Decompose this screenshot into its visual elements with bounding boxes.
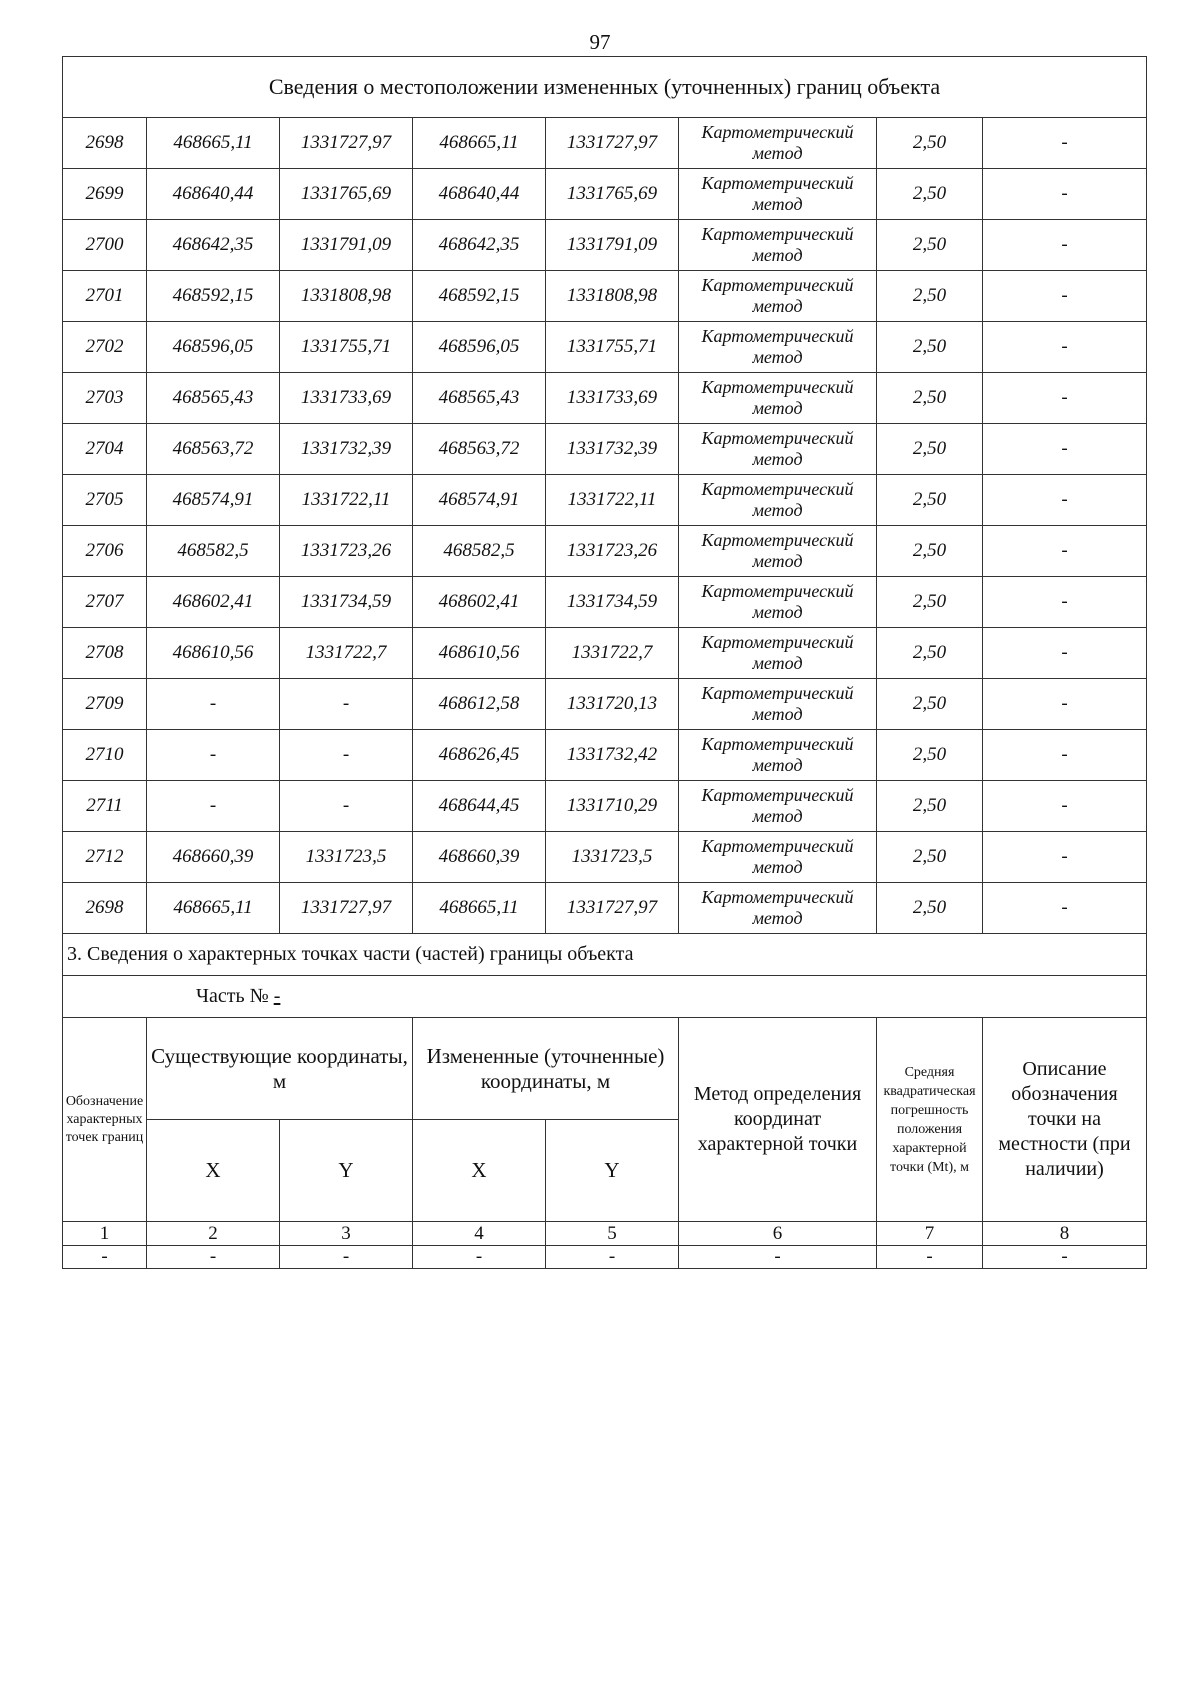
header-row — [63, 1018, 1147, 1120]
point-number-cell: 2705 — [63, 475, 147, 526]
accuracy-cell: 2,50 — [877, 781, 983, 832]
table-title-row — [63, 57, 1147, 118]
changed-y-cell: 1331722,11 — [546, 475, 679, 526]
empty-cell: - — [679, 1246, 877, 1269]
section3-title-row — [63, 934, 1147, 976]
existing-x-cell: 468610,56 — [147, 628, 280, 679]
existing-y-cell: - — [280, 730, 413, 781]
changed-y-cell: 1331791,09 — [546, 220, 679, 271]
description-cell: - — [983, 322, 1147, 373]
changed-x-cell: 468592,15 — [413, 271, 546, 322]
changed-x-cell: 468612,58 — [413, 679, 546, 730]
method-cell: Картометрический метод — [679, 781, 877, 832]
accuracy-cell: 2,50 — [877, 475, 983, 526]
existing-x-cell: 468642,35 — [147, 220, 280, 271]
table-row — [63, 373, 1147, 424]
point-number-cell: 2710 — [63, 730, 147, 781]
changed-y-cell: 1331727,97 — [546, 118, 679, 169]
table-row — [63, 679, 1147, 730]
column-number: 6 — [679, 1222, 877, 1246]
accuracy-cell: 2,50 — [877, 169, 983, 220]
existing-x-cell: 468563,72 — [147, 424, 280, 475]
method-cell: Картометрический метод — [679, 679, 877, 730]
accuracy-cell: 2,50 — [877, 679, 983, 730]
header-changed: Измененные (уточненные) координаты, м — [413, 1018, 679, 1120]
changed-y-cell: 1331727,97 — [546, 883, 679, 934]
header-existing-y: Y — [280, 1120, 413, 1222]
changed-y-cell: 1331723,26 — [546, 526, 679, 577]
existing-y-cell: - — [280, 679, 413, 730]
part-label-cell — [63, 976, 1147, 1018]
point-number-cell: 2709 — [63, 679, 147, 730]
description-cell: - — [983, 475, 1147, 526]
point-number-cell: 2706 — [63, 526, 147, 577]
description-cell: - — [983, 424, 1147, 475]
table-row — [63, 1246, 1147, 1269]
existing-y-cell: 1331723,26 — [280, 526, 413, 577]
description-cell: - — [983, 781, 1147, 832]
changed-x-cell: 468640,44 — [413, 169, 546, 220]
changed-x-cell: 468610,56 — [413, 628, 546, 679]
accuracy-cell: 2,50 — [877, 271, 983, 322]
changed-x-cell: 468582,5 — [413, 526, 546, 577]
existing-y-cell: 1331734,59 — [280, 577, 413, 628]
table-row — [63, 220, 1147, 271]
changed-y-cell: 1331732,39 — [546, 424, 679, 475]
table-title: Сведения о местоположении измененных (уточненных) границ объекта — [63, 57, 1147, 118]
changed-y-cell: 1331723,5 — [546, 832, 679, 883]
existing-y-cell: 1331791,09 — [280, 220, 413, 271]
description-cell: - — [983, 271, 1147, 322]
description-cell: - — [983, 832, 1147, 883]
point-number-cell: 2698 — [63, 883, 147, 934]
empty-cell: - — [280, 1246, 413, 1269]
existing-x-cell: 468592,15 — [147, 271, 280, 322]
header-point: Обозначение характерных точек границ — [63, 1018, 147, 1222]
existing-x-cell: 468660,39 — [147, 832, 280, 883]
accuracy-cell: 2,50 — [877, 730, 983, 781]
table-row — [63, 730, 1147, 781]
changed-y-cell: 1331733,69 — [546, 373, 679, 424]
method-cell: Картометрический метод — [679, 118, 877, 169]
changed-x-cell: 468642,35 — [413, 220, 546, 271]
existing-y-cell: 1331727,97 — [280, 883, 413, 934]
changed-y-cell: 1331710,29 — [546, 781, 679, 832]
table-row — [63, 832, 1147, 883]
existing-x-cell: 468602,41 — [147, 577, 280, 628]
point-number-cell: 2699 — [63, 169, 147, 220]
point-number-cell: 2707 — [63, 577, 147, 628]
point-number-cell: 2702 — [63, 322, 147, 373]
description-cell: - — [983, 118, 1147, 169]
changed-x-cell: 468660,39 — [413, 832, 546, 883]
column-number: 2 — [147, 1222, 280, 1246]
existing-y-cell: 1331755,71 — [280, 322, 413, 373]
existing-x-cell: 468665,11 — [147, 118, 280, 169]
changed-y-cell: 1331755,71 — [546, 322, 679, 373]
changed-x-cell: 468626,45 — [413, 730, 546, 781]
point-number-cell: 2712 — [63, 832, 147, 883]
description-cell: - — [983, 730, 1147, 781]
accuracy-cell: 2,50 — [877, 322, 983, 373]
column-number: 1 — [63, 1222, 147, 1246]
accuracy-cell: 2,50 — [877, 118, 983, 169]
existing-x-cell: 468574,91 — [147, 475, 280, 526]
existing-y-cell: 1331722,11 — [280, 475, 413, 526]
changed-x-cell: 468665,11 — [413, 118, 546, 169]
column-number: 7 — [877, 1222, 983, 1246]
changed-y-cell: 1331734,59 — [546, 577, 679, 628]
empty-cell: - — [63, 1246, 147, 1269]
description-cell: - — [983, 679, 1147, 730]
description-cell: - — [983, 220, 1147, 271]
description-cell: - — [983, 628, 1147, 679]
description-cell: - — [983, 373, 1147, 424]
header-method: Метод определения координат характерной точки — [679, 1018, 877, 1222]
changed-x-cell: 468565,43 — [413, 373, 546, 424]
existing-x-cell: 468582,5 — [147, 526, 280, 577]
existing-y-cell: 1331723,5 — [280, 832, 413, 883]
changed-y-cell: 1331808,98 — [546, 271, 679, 322]
existing-x-cell: - — [147, 730, 280, 781]
table-row — [63, 628, 1147, 679]
method-cell: Картометрический метод — [679, 373, 877, 424]
changed-x-cell: 468665,11 — [413, 883, 546, 934]
table-row — [63, 577, 1147, 628]
part-label: Часть № — [196, 985, 269, 1007]
changed-y-cell: 1331732,42 — [546, 730, 679, 781]
existing-y-cell: 1331808,98 — [280, 271, 413, 322]
method-cell: Картометрический метод — [679, 220, 877, 271]
accuracy-cell: 2,50 — [877, 220, 983, 271]
existing-y-cell: 1331733,69 — [280, 373, 413, 424]
method-cell: Картометрический метод — [679, 322, 877, 373]
method-cell: Картометрический метод — [679, 832, 877, 883]
existing-x-cell: - — [147, 679, 280, 730]
changed-y-cell: 1331720,13 — [546, 679, 679, 730]
accuracy-cell: 2,50 — [877, 577, 983, 628]
point-number-cell: 2703 — [63, 373, 147, 424]
description-cell: - — [983, 577, 1147, 628]
existing-y-cell: 1331722,7 — [280, 628, 413, 679]
method-cell: Картометрический метод — [679, 730, 877, 781]
table-row — [63, 883, 1147, 934]
existing-x-cell: - — [147, 781, 280, 832]
column-number: 5 — [546, 1222, 679, 1246]
accuracy-cell: 2,50 — [877, 526, 983, 577]
method-cell: Картометрический метод — [679, 424, 877, 475]
page-number: 97 — [589, 30, 611, 54]
point-number-cell: 2700 — [63, 220, 147, 271]
point-number-cell: 2708 — [63, 628, 147, 679]
point-number-cell: 2711 — [63, 781, 147, 832]
method-cell: Картометрический метод — [679, 169, 877, 220]
header-existing-x: X — [147, 1120, 280, 1222]
method-cell: Картометрический метод — [679, 628, 877, 679]
column-number-row — [63, 1222, 1147, 1246]
point-number-cell: 2701 — [63, 271, 147, 322]
existing-y-cell: - — [280, 781, 413, 832]
part-row — [63, 976, 1147, 1018]
changed-x-cell: 468644,45 — [413, 781, 546, 832]
changed-y-cell: 1331722,7 — [546, 628, 679, 679]
table-row — [63, 271, 1147, 322]
header-changed-y: Y — [546, 1120, 679, 1222]
changed-x-cell: 468574,91 — [413, 475, 546, 526]
header-existing: Существующие координаты, м — [147, 1018, 413, 1120]
method-cell: Картометрический метод — [679, 883, 877, 934]
existing-x-cell: 468640,44 — [147, 169, 280, 220]
accuracy-cell: 2,50 — [877, 424, 983, 475]
changed-x-cell: 468563,72 — [413, 424, 546, 475]
accuracy-cell: 2,50 — [877, 883, 983, 934]
existing-x-cell: 468565,43 — [147, 373, 280, 424]
accuracy-cell: 2,50 — [877, 628, 983, 679]
table-row — [63, 526, 1147, 577]
description-cell: - — [983, 169, 1147, 220]
empty-cell: - — [147, 1246, 280, 1269]
method-cell: Картометрический метод — [679, 577, 877, 628]
part-number: - — [273, 985, 281, 1007]
empty-cell: - — [413, 1246, 546, 1269]
header-description: Описание обозначения точки на местности (при наличии) — [983, 1018, 1147, 1222]
description-cell: - — [983, 883, 1147, 934]
existing-y-cell: 1331727,97 — [280, 118, 413, 169]
existing-y-cell: 1331732,39 — [280, 424, 413, 475]
table-row — [63, 169, 1147, 220]
changed-y-cell: 1331765,69 — [546, 169, 679, 220]
changed-x-cell: 468596,05 — [413, 322, 546, 373]
empty-cell: - — [877, 1246, 983, 1269]
point-number-cell: 2704 — [63, 424, 147, 475]
table-row — [63, 475, 1147, 526]
method-cell: Картометрический метод — [679, 526, 877, 577]
column-number: 8 — [983, 1222, 1147, 1246]
column-number: 3 — [280, 1222, 413, 1246]
table-row — [63, 118, 1147, 169]
existing-y-cell: 1331765,69 — [280, 169, 413, 220]
column-number: 4 — [413, 1222, 546, 1246]
accuracy-cell: 2,50 — [877, 373, 983, 424]
accuracy-cell: 2,50 — [877, 832, 983, 883]
empty-cell: - — [983, 1246, 1147, 1269]
header-accuracy: Средняя квадратическая погрешность положения характерной точки (Mt), м — [877, 1018, 983, 1222]
header-changed-x: X — [413, 1120, 546, 1222]
description-cell: - — [983, 526, 1147, 577]
existing-x-cell: 468596,05 — [147, 322, 280, 373]
table-row — [63, 322, 1147, 373]
table-row — [63, 424, 1147, 475]
section3-title: 3. Сведения о характерных точках части (частей) границы объекта — [63, 934, 1147, 976]
method-cell: Картометрический метод — [679, 271, 877, 322]
boundary-points-table — [62, 56, 1147, 1269]
changed-x-cell: 468602,41 — [413, 577, 546, 628]
empty-cell: - — [546, 1246, 679, 1269]
point-number-cell: 2698 — [63, 118, 147, 169]
table-row — [63, 781, 1147, 832]
existing-x-cell: 468665,11 — [147, 883, 280, 934]
method-cell: Картометрический метод — [679, 475, 877, 526]
